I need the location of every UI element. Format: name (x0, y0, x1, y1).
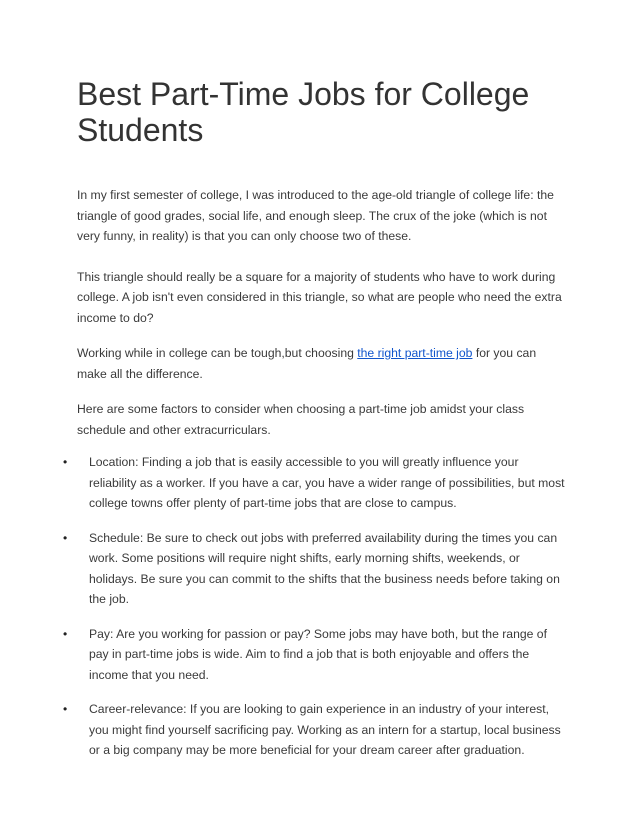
bullet-icon: • (63, 455, 68, 469)
factor-schedule: Schedule: Be sure to check out jobs with preferred availability during the times you can work. Some positions will require night shifts, early morning shifts, weekends, or holidays. Be sure you can commit to the shifts that the business needs before taking on the job. (89, 530, 560, 606)
list-item (63, 624, 565, 686)
factors-list (63, 452, 565, 761)
factor-career-relevance: Career-relevance: If you are looking to gain experience in an industry of your interest, you might find yourself sacrificing pay. Working as an intern for a startup, local business or a big company may be more beneficial for your dream career after graduation. (89, 702, 561, 757)
list-item (63, 699, 565, 761)
bullet-icon: • (63, 530, 68, 545)
article-body (63, 185, 565, 775)
page-title: Best Part-Time Jobs for College Students (77, 76, 530, 148)
bullet-icon: • (63, 626, 68, 641)
paragraph-intro-triangle: In my first semester of college, I was introduced to the age-old triangle of college life: the triangle of good grades, social life, and enough sleep. The crux of the joke (which is not very funny, in reality) is that you can only choose two of these. (77, 188, 554, 243)
factor-location: Location: Finding a job that is easily accessible to you will greatly influence your reliability as a worker. If you have a car, you have a wider range of possibilities, but most college towns offer plenty of part-time jobs that are close to campus. (89, 455, 565, 510)
paragraph-factors-intro: Here are some factors to consider when choosing a part-time job amidst your class schedule and other extracurriculars. (77, 402, 525, 437)
list-item (63, 452, 565, 514)
factor-pay: Pay: Are you working for passion or pay? Some jobs may have both, but the range of pay in part-time jobs is wide. Aim to find a job that is both enjoyable and offers the income that you need. (89, 626, 547, 682)
working-text-before: Working while in college can be tough,but choosing (77, 346, 358, 360)
working-text-after: for you can make all the difference. (77, 346, 537, 381)
bullet-icon: • (63, 702, 68, 716)
paragraph-square: This triangle should really be a square for a majority of students who have to work during college. A job isn't even considered in this triangle, so what are people who need the extra income to do? (77, 269, 562, 325)
list-item (63, 528, 565, 610)
paragraph-working (77, 343, 565, 384)
part-time-job-link[interactable]: the right part-time job (357, 346, 473, 360)
